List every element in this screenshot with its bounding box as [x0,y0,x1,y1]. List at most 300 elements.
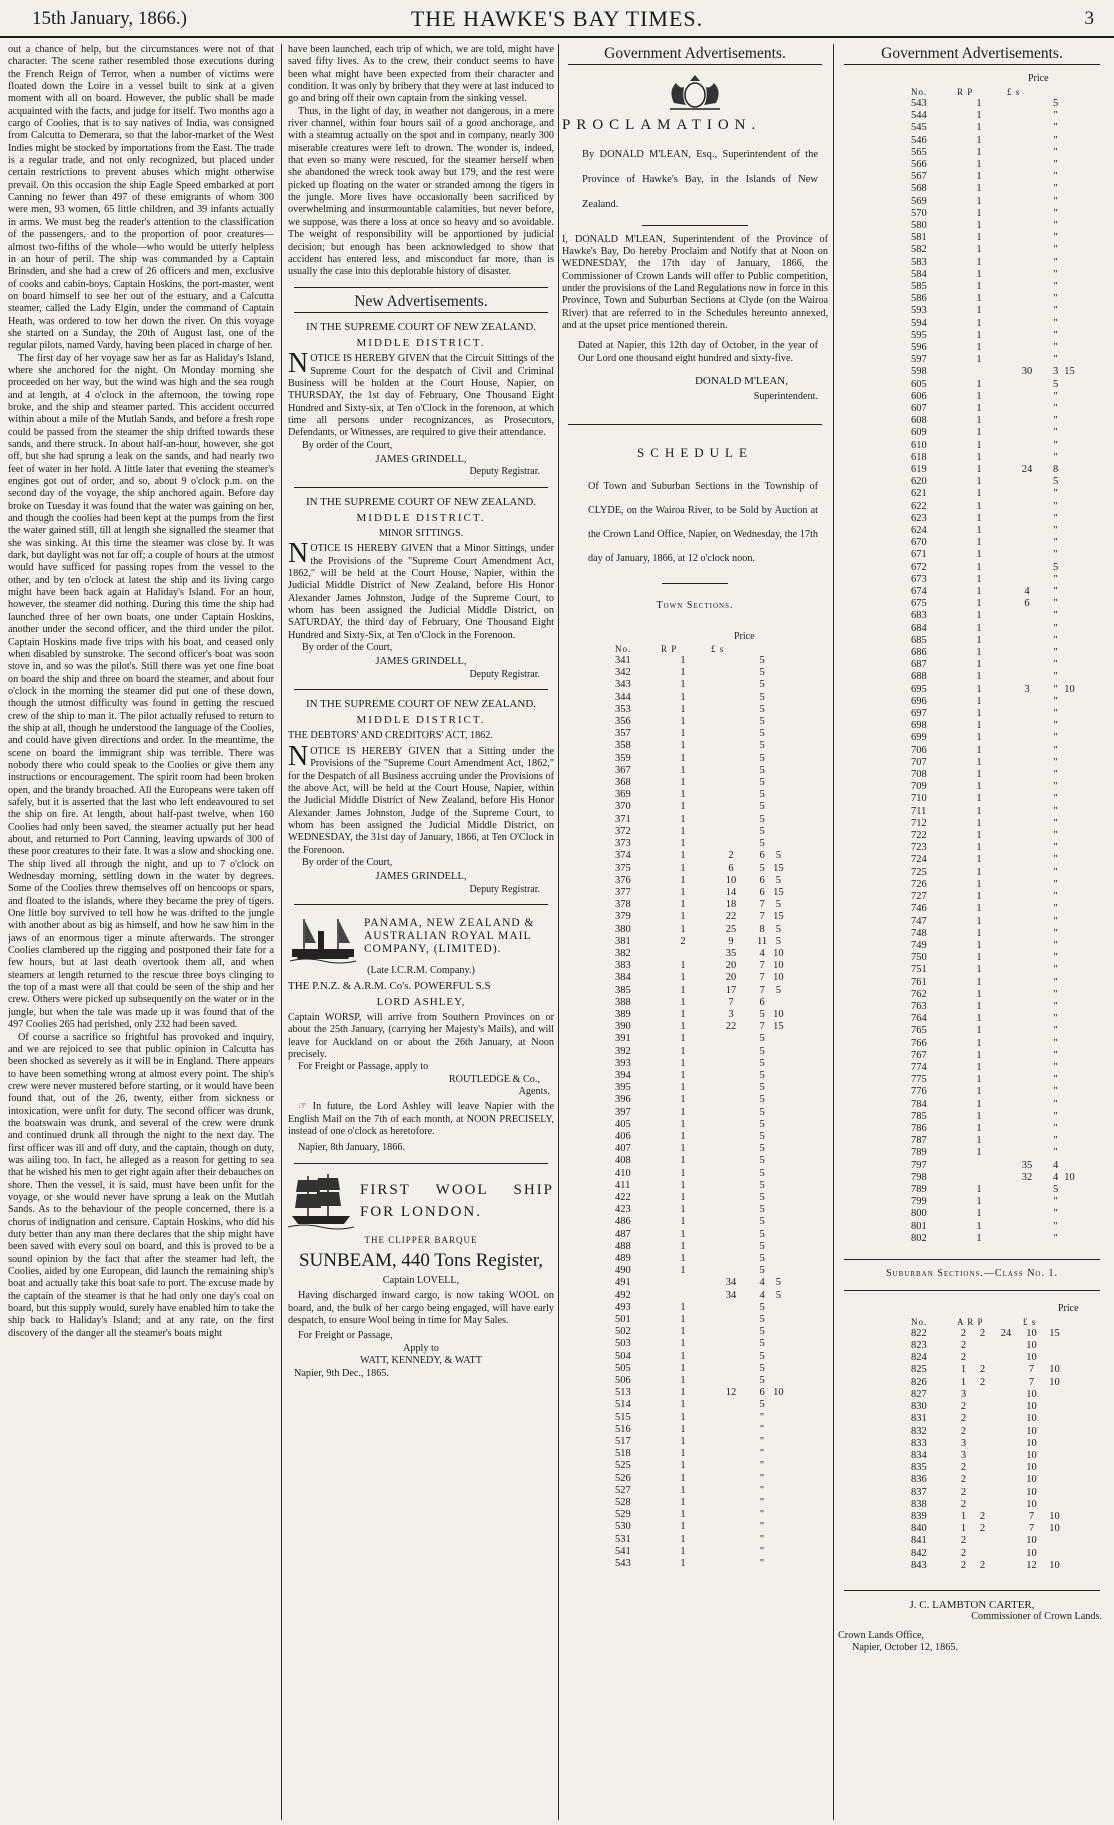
table-cell: 831 [911,1413,927,1425]
table-cell [708,765,754,777]
table-cell [770,1521,787,1533]
table-row [908,1172,1078,1184]
table-row [612,875,787,887]
table-cell: 696 [911,695,927,707]
wool-apply: Apply to [403,1342,439,1354]
table-cell: 1 [976,720,982,732]
table-row [908,98,1078,110]
table-cell [770,1229,787,1241]
table-cell: 4 [759,1277,765,1289]
table-cell [973,1401,992,1413]
table-row [612,1082,787,1094]
table-row [612,814,787,826]
table-cell: 10 [1026,1327,1037,1339]
table-cell: 2 [960,1352,967,1364]
table-cell: 774 [911,1061,927,1073]
table-cell: 1 [976,451,982,463]
table-cell [1061,171,1078,183]
table-cell [1061,916,1078,928]
table-cell: " [1053,598,1058,610]
table-row [612,887,787,899]
table-row [908,977,1078,989]
table-cell: 526 [615,1472,631,1484]
table-cell: 501 [615,1314,631,1326]
table-cell: 608 [911,415,927,427]
table-cell [1004,293,1050,305]
table-cell [708,1546,754,1558]
table-cell: 2 [960,1559,967,1571]
table-row [908,476,1078,488]
table-cell [708,1046,754,1058]
table-row [908,1013,1078,1025]
table-cell: 580 [911,219,927,231]
table-row [908,1208,1078,1220]
table-cell: " [1053,817,1058,829]
table-cell [1061,745,1078,757]
government-ads-heading: Government Advertisements. [881,45,1063,62]
table-row [908,232,1078,244]
table-row [908,1123,1078,1135]
table-cell [1043,1389,1066,1401]
table-cell: 1 [976,598,982,610]
table-cell: 1 [976,1061,982,1073]
table-row [612,1387,787,1399]
table-cell [1043,1462,1066,1474]
table-cell: 5 [759,1167,765,1179]
table-row [908,1038,1078,1050]
table-row [908,525,1078,537]
table-cell: 1 [680,801,686,813]
table-cell: " [759,1509,765,1521]
table-cell: 798 [911,1171,927,1183]
table-cell: 4 [1024,586,1030,598]
table-cell [992,1438,1020,1450]
table-cell: 357 [615,728,631,740]
table-cell: 517 [615,1436,631,1448]
table-cell: 5 [759,1118,765,1130]
table-cell: 688 [911,671,927,683]
table-cell [1061,452,1078,464]
table-cell: 10 [1026,1401,1037,1413]
table-cell: " [1053,488,1058,500]
table-cell: 543 [615,1558,631,1570]
panama-mail-advertisement [288,913,554,1155]
table-cell: 368 [615,777,631,789]
table-cell: 342 [615,667,631,679]
table-row [908,1352,1066,1364]
table-cell: 1 [976,927,982,939]
proclamation-signature-title: Superintendent. [753,391,818,403]
table-cell [1004,696,1050,708]
table-cell: " [1053,756,1058,768]
table-cell: 1 [680,1362,686,1374]
table-cell: 2 [979,1364,986,1376]
table-cell: 513 [615,1387,631,1399]
table-cell [1004,757,1050,769]
table-cell [1061,1074,1078,1086]
table-cell: 5 [1053,378,1059,390]
notice-order: By order of the Court, [302,642,393,654]
table-cell [1061,586,1078,598]
table-row [908,1523,1066,1535]
table-cell: 518 [615,1448,631,1460]
table-cell: " [1053,549,1058,561]
table-cell: 835 [911,1462,927,1474]
suburban-sections-body [908,1328,1066,1572]
table-cell: 750 [911,952,927,964]
wool-ship-advertisement [288,1172,554,1380]
panama-date: Napier, 8th January, 1866. [298,1142,406,1154]
table-row [908,1340,1066,1352]
table-cell: 1 [976,1220,982,1232]
table-cell [992,1548,1020,1560]
table-cell: 685 [911,634,927,646]
table-cell: 800 [911,1208,927,1220]
table-cell: 5 [1053,1183,1059,1195]
table-cell: 369 [615,789,631,801]
table-cell [1061,818,1078,830]
article-column-1 [8,44,274,1820]
proclamation-title [562,117,828,134]
table-cell [1004,147,1050,159]
table-cell: 5 [775,1277,781,1289]
table-cell: 410 [615,1167,631,1179]
table-cell: 1 [680,1423,686,1435]
table-cell [1004,1135,1050,1147]
table-cell: 7 [1028,1364,1035,1376]
table-cell [1061,391,1078,403]
table-row [612,850,787,862]
table-cell: 543 [911,97,927,109]
table-cell [708,1497,754,1509]
table-cell [1004,549,1050,561]
table-cell: 15 [773,1021,784,1033]
table-cell: " [759,1545,765,1557]
table-cell [1061,342,1078,354]
table-cell: 837 [911,1486,927,1498]
table-cell: 1 [976,110,982,122]
table-cell: " [1053,1208,1058,1220]
table-cell: 1 [976,427,982,439]
table-row [612,679,787,691]
table-cell: " [1053,427,1058,439]
court-name: IN THE SUPREME COURT OF NEW ZEALAND. [305,495,537,508]
table-cell: 7 [759,960,765,972]
table-cell: 3 [1053,366,1059,378]
table-cell: 515 [615,1411,631,1423]
table-row [612,692,787,704]
table-row [612,1326,787,1338]
table-cell: 1 [680,1558,686,1570]
table-cell [1004,964,1050,976]
table-cell: 801 [911,1220,927,1232]
table-cell: 1 [680,1130,686,1142]
wool-captain: Captain LOVELL, [382,1275,460,1287]
table-cell: 1 [976,171,982,183]
table-cell [992,1523,1020,1535]
town-sections-table-wrap [562,631,828,1571]
table-cell: 10 [1026,1474,1037,1486]
table-cell: 748 [911,927,927,939]
table-row [908,1548,1066,1560]
table-cell [708,1155,754,1167]
table-cell [1043,1438,1066,1450]
table-cell: 765 [911,1025,927,1037]
table-row [908,305,1078,317]
table-cell: 751 [911,964,927,976]
table-cell: 6 [1024,598,1030,610]
table-cell: 384 [615,972,631,984]
table-row [908,1364,1066,1376]
table-cell: 789 [911,1147,927,1159]
table-cell [1043,1548,1066,1560]
table-cell [992,1511,1020,1523]
table-cell: 1 [976,537,982,549]
table-cell: 1 [680,1460,686,1472]
table-cell: 344 [615,691,631,703]
table-cell [1061,952,1078,964]
table-cell: " [759,1497,765,1509]
table-cell: " [1053,976,1058,988]
table-cell: 697 [911,708,927,720]
table-cell: 5 [759,1204,765,1216]
table-cell [770,1509,787,1521]
table-cell [770,716,787,728]
table-cell: 7 [1028,1376,1035,1388]
column-header-rp: R P [661,643,678,654]
table-row [908,366,1078,378]
table-cell [1061,232,1078,244]
table-row [908,769,1078,781]
divider [294,487,548,488]
table-cell [770,1534,787,1546]
table-cell: 343 [615,679,631,691]
table-cell [1061,1233,1078,1245]
table-cell [1061,830,1078,842]
table-cell [1004,415,1050,427]
table-cell [1004,720,1050,732]
table-cell [1004,891,1050,903]
table-cell [1061,562,1078,574]
table-cell [1061,1123,1078,1135]
suburban-sections-table [908,1316,1066,1572]
government-ads-column-2 [838,44,1106,1820]
divider [844,1259,1100,1260]
table-cell: 5 [759,1240,765,1252]
table-cell [1061,708,1078,720]
table-row [908,1184,1078,1196]
table-cell: 1 [680,862,686,874]
table-header-row [908,86,1078,98]
table-cell: 10 [1026,1547,1037,1559]
table-cell [1004,793,1050,805]
table-row [612,1399,787,1411]
table-cell [1004,732,1050,744]
table-cell: 5 [759,1350,765,1362]
wool-body: Having discharged inward cargo, is now taking WOOL on board, and, the bulk of her cargo being engaged, will have early despatch, to ensure Wool being in time for May Sales. [288,1290,554,1327]
table-cell [1004,281,1050,293]
table-cell: 1 [680,655,686,667]
table-cell: 1 [960,1364,967,1376]
notice-signature-title: Deputy Registrar. [469,466,540,478]
divider [294,904,548,905]
wool-freight: For Freight or Passage, [298,1330,393,1342]
table-cell: 838 [911,1498,927,1510]
table-cell [1004,135,1050,147]
table-cell: 394 [615,1069,631,1081]
table-cell: 1 [960,1510,967,1522]
table-cell [992,1352,1020,1364]
table-cell: 516 [615,1423,631,1435]
table-cell [770,1180,787,1192]
table-cell: 10 [1064,683,1075,695]
table-cell [1004,1062,1050,1074]
town-sections-continued-table [908,86,1078,1245]
table-cell: 529 [615,1509,631,1521]
notice-signature: JAMES GRINDELL, [375,453,467,465]
table-row [612,948,787,960]
table-cell [1061,196,1078,208]
table-cell: 762 [911,988,927,1000]
table-cell [1004,1221,1050,1233]
table-cell: 411 [615,1179,631,1191]
table-cell: " [1053,158,1058,170]
table-row [908,1535,1066,1547]
table-cell: 373 [615,838,631,850]
table-cell: 620 [911,476,927,488]
table-row [908,501,1078,513]
table-cell: 1 [680,984,686,996]
suburban-sections-heading: Suburban Sections.—Class No. 1. [886,1267,1058,1279]
table-cell: 5 [759,813,765,825]
table-cell [1061,549,1078,561]
table-cell: 505 [615,1362,631,1374]
table-cell: 1 [976,305,982,317]
table-cell: " [1053,1025,1058,1037]
table-cell: 2 [960,1486,967,1498]
table-cell [708,1265,754,1277]
table-cell: " [1053,122,1058,134]
table-cell [770,1131,787,1143]
table-cell: 598 [911,366,927,378]
table-cell: 1 [976,610,982,622]
table-row [908,1499,1066,1511]
table-cell: " [1053,244,1058,256]
table-row [612,1363,787,1375]
table-cell: 2 [728,850,734,862]
table-cell [1061,1001,1078,1013]
table-cell: 5 [759,1033,765,1045]
table-row [612,1229,787,1241]
table-cell: " [759,1472,765,1484]
table-cell: 706 [911,744,927,756]
table-row [612,1253,787,1265]
table-cell: 1 [680,1387,686,1399]
table-cell: 1 [680,1033,686,1045]
table-cell [708,801,754,813]
table-cell [992,1389,1020,1401]
table-row [908,623,1078,635]
table-row [908,159,1078,171]
table-cell: 749 [911,939,927,951]
table-cell: 6 [759,874,765,886]
table-cell: 370 [615,801,631,813]
table-cell: 586 [911,293,927,305]
divider [568,424,822,425]
column-header-no: No. [615,643,632,654]
table-cell: 385 [615,984,631,996]
table-cell [708,1351,754,1363]
table-cell [770,1082,787,1094]
table-cell: 3 [960,1388,967,1400]
table-cell: " [1053,903,1058,915]
table-cell: 1 [976,1074,982,1086]
table-row [908,391,1078,403]
table-cell: 546 [911,134,927,146]
table-row [612,924,787,936]
table-row [908,916,1078,928]
table-cell: 1 [976,463,982,475]
table-row [908,854,1078,866]
table-cell [1004,1086,1050,1098]
table-row [612,1131,787,1143]
table-cell: 761 [911,976,927,988]
table-cell: 2 [960,1462,967,1474]
table-header-row [908,1316,1066,1328]
table-cell: 1 [960,1376,967,1388]
table-cell: 15 [773,862,784,874]
table-cell: 376 [615,874,631,886]
table-cell: " [759,1460,765,1472]
table-cell [1004,1111,1050,1123]
table-cell: 606 [911,390,927,402]
page-number: 3 [1084,8,1094,29]
table-cell: 686 [911,647,927,659]
table-cell [658,948,708,960]
table-cell: 395 [615,1082,631,1094]
table-cell [1061,476,1078,488]
table-cell: 5 [759,752,765,764]
table-cell [1061,281,1078,293]
table-row [612,789,787,801]
suburban-table-wrap [838,1303,1106,1572]
table-row [908,562,1078,574]
table-row [612,667,787,679]
table-cell [1061,525,1078,537]
steamship-icon [288,913,358,965]
table-cell [708,1143,754,1155]
table-cell [708,740,754,752]
table-cell: 5 [759,1143,765,1155]
table-cell [1043,1352,1066,1364]
table-row [908,1401,1066,1413]
table-cell: 1 [976,805,982,817]
table-cell: 504 [615,1350,631,1362]
table-cell: 1 [976,402,982,414]
table-cell: 1 [680,1118,686,1130]
table-cell [770,765,787,777]
table-cell: " [759,1436,765,1448]
table-cell: 1 [680,1167,686,1179]
table-cell: 1 [976,830,982,842]
table-cell: " [1053,1049,1058,1061]
table-cell: 5 [759,716,765,728]
table-cell: 493 [615,1301,631,1313]
table-cell: 675 [911,598,927,610]
table-cell: 20 [725,960,737,972]
table-cell: " [1053,171,1058,183]
table-cell: 1 [976,341,982,353]
